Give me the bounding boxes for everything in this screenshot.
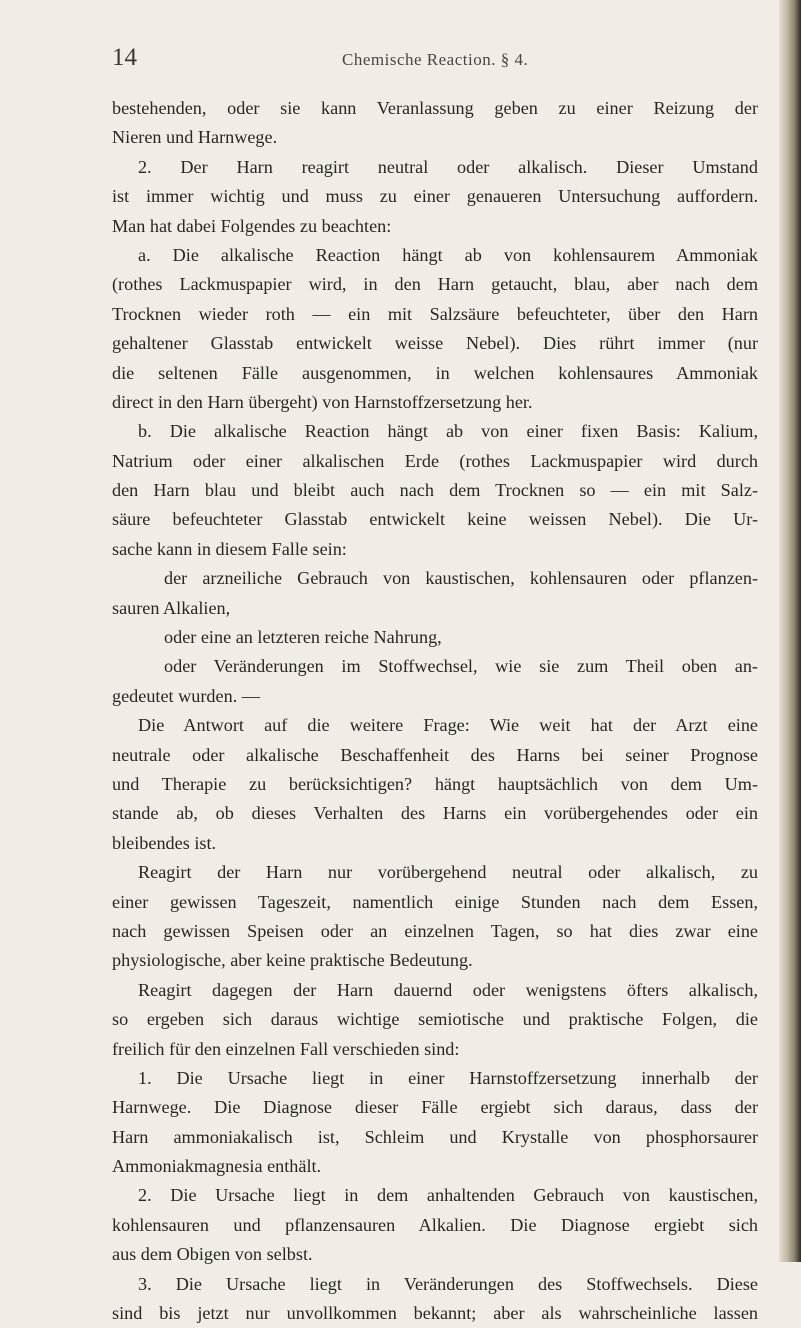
text-line: 2. Der Harn reagirt neutral oder alkalisch. Dieser Umstand <box>138 156 758 177</box>
text-line: sauren Alkalien, <box>112 597 231 618</box>
text-line: säure befeuchteter Glasstab entwickelt keine weissen Nebel). Die Ur- <box>112 509 758 530</box>
text-line: nach gewissen Speisen oder an einzelnen Tagen, so hat dies zwar eine <box>112 920 758 941</box>
text-line: stande ab, ob dieses Verhalten des Harns ein vorübergehendes oder ein <box>112 803 758 824</box>
text-line: bestehenden, oder sie kann Veranlassung geben zu einer Reizung der <box>112 98 758 118</box>
text-line: die seltenen Fälle ausgenommen, in welchen kohlensaures Ammoniak <box>112 362 758 383</box>
text-line: Reagirt dagegen der Harn dauernd oder wenigstens öfters alkalisch, <box>138 979 758 1000</box>
text-line: und Therapie zu berücksichtigen? hängt hauptsächlich von dem Um- <box>112 773 758 794</box>
text-line: gedeutet wurden. — <box>112 685 260 706</box>
running-title: Chemische Reaction. § 4. <box>342 50 529 69</box>
text-line: sind bis jetzt nur unvollkommen bekannt; aber als wahrscheinliche lassen <box>112 1303 758 1324</box>
text-line: einer gewissen Tageszeit, namentlich einige Stunden nach dem Essen, <box>112 891 758 912</box>
page-edge-shadow <box>779 0 801 1262</box>
text-line: der arzneiliche Gebrauch von kaustischen, kohlensauren oder pflanzen- <box>164 568 758 589</box>
text-line: 1. Die Ursache liegt in einer Harnstoffzersetzung innerhalb der <box>138 1067 758 1088</box>
text-line: Man hat dabei Folgendes zu beachten: <box>112 215 392 236</box>
text-line: direct in den Harn übergeht) von Harnstoffzersetzung her. <box>112 391 533 412</box>
text-line: bleibendes ist. <box>112 832 217 853</box>
text-line: Nieren und Harnwege. <box>112 127 278 148</box>
text-line: Ammoniakmagnesia enthält. <box>112 1156 322 1177</box>
text-line: Harn ammoniakalisch ist, Schleim und Krystalle von phosphorsaurer <box>112 1126 758 1147</box>
text-line: oder eine an letzteren reiche Nahrung, <box>164 627 442 648</box>
text-line: den Harn blau und bleibt auch nach dem Trocknen so — ein mit Salz- <box>112 480 758 501</box>
text-line: a. Die alkalische Reaction hängt ab von kohlensaurem Ammoniak <box>138 244 758 265</box>
text-line: gehaltener Glasstab entwickelt weisse Nebel). Dies rührt immer (nur <box>112 333 758 354</box>
text-line: freilich für den einzelnen Fall verschieden sind: <box>112 1038 460 1059</box>
text-body <box>112 94 758 1328</box>
text-line: sache kann in diesem Falle sein: <box>112 538 347 559</box>
text-line: 2. Die Ursache liegt in dem anhaltenden Gebrauch von kaustischen, <box>138 1185 758 1206</box>
text-line: ist immer wichtig und muss zu einer genaueren Untersuchung auffordern. <box>112 186 758 207</box>
text-line: Natrium oder einer alkalischen Erde (rothes Lackmuspapier wird durch <box>112 450 758 471</box>
text-line: neutrale oder alkalische Beschaffenheit des Harns bei seiner Prognose <box>112 744 758 765</box>
text-line: b. Die alkalische Reaction hängt ab von einer fixen Basis: Kalium, <box>138 421 758 442</box>
page-number: 14 <box>112 44 137 71</box>
text-line: (rothes Lackmuspapier wird, in den Harn getaucht, blau, aber nach dem <box>112 274 758 295</box>
page-header <box>112 44 758 84</box>
text-line: so ergeben sich daraus wichtige semiotische und praktische Folgen, die <box>112 1009 758 1030</box>
text-line: Trocknen wieder roth — ein mit Salzsäure befeuchteter, über den Harn <box>112 303 758 324</box>
text-line: Harnwege. Die Diagnose dieser Fälle ergiebt sich daraus, dass der <box>112 1097 758 1118</box>
text-line: kohlensauren und pflanzensauren Alkalien. Die Diagnose ergiebt sich <box>112 1214 758 1235</box>
text-line: Die Antwort auf die weitere Frage: Wie weit hat der Arzt eine <box>138 715 758 736</box>
text-line: Reagirt der Harn nur vorübergehend neutral oder alkalisch, zu <box>138 862 758 883</box>
text-line: physiologische, aber keine praktische Bedeutung. <box>112 950 473 971</box>
text-line: oder Veränderungen im Stoffwechsel, wie sie zum Theil oben an- <box>164 656 758 677</box>
text-line: 3. Die Ursache liegt in Veränderungen des Stoffwechsels. Diese <box>138 1273 758 1294</box>
text-line: aus dem Obigen von selbst. <box>112 1244 313 1265</box>
